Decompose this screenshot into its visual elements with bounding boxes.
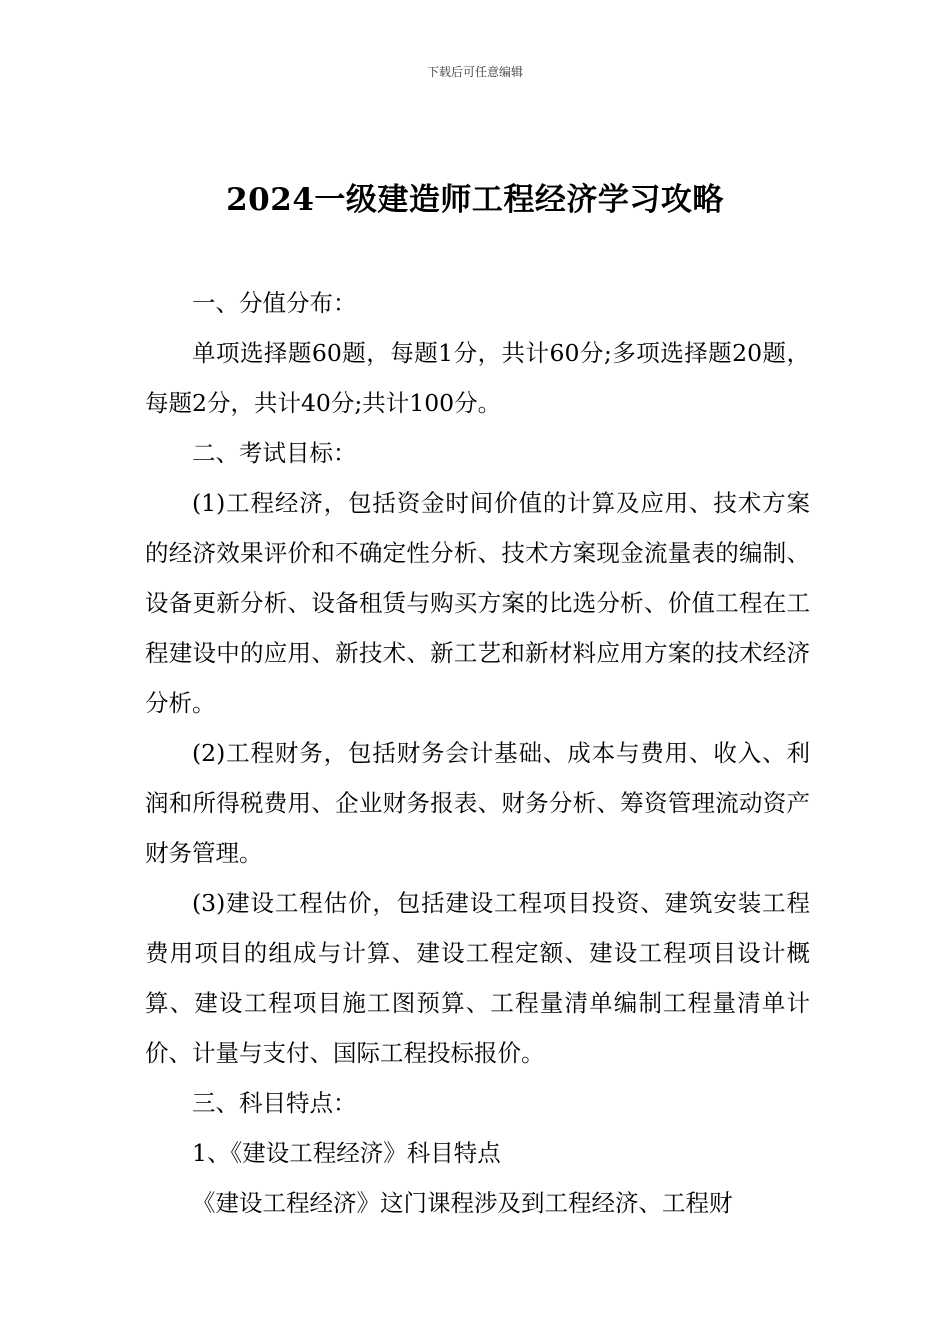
paragraph: (3)建设工程估价，包括建设工程项目投资、建筑安装工程费用项目的组成与计算、建设工程定额、建设工程项目设计概算、建设工程项目施工图预算、工程量清单编制工程量清单计价、计量与支付、国际工程投标报价。 [145,889,810,1067]
paragraph: (1)工程经济，包括资金时间价值的计算及应用、技术方案的经济效果评价和不确定性分析、技术方案现金流量表的编制、设备更新分析、设备租赁与购买方案的比选分析、价值工程在工程建设中的应用、新技术、新工艺和新材料应用方案的技术经济分析。 [145,489,810,717]
subsection-heading: 1、《建设工程经济》科目特点 [192,1139,501,1167]
document-title: 2024一级建造师工程经济学习攻略 [226,182,724,218]
paragraph: (2)工程财务，包括财务会计基础、成本与费用、收入、利润和所得税费用、企业财务报表、财务分析、筹资管理流动资产财务管理。 [145,739,810,867]
section-heading: 二、考试目标： [192,439,357,467]
section-heading: 三、科目特点： [192,1089,357,1117]
document-body [145,278,810,1228]
paragraph: 《建设工程经济》这门课程涉及到工程经济、工程财 [192,1189,733,1217]
section-heading: 一、分值分布： [192,289,357,317]
page-header-note: 下载后可任意编辑 [426,65,523,79]
paragraph: 单项选择题60题，每题1分，共计60分;多项选择题20题，每题2分，共计40分;共计100分。 [145,339,810,417]
